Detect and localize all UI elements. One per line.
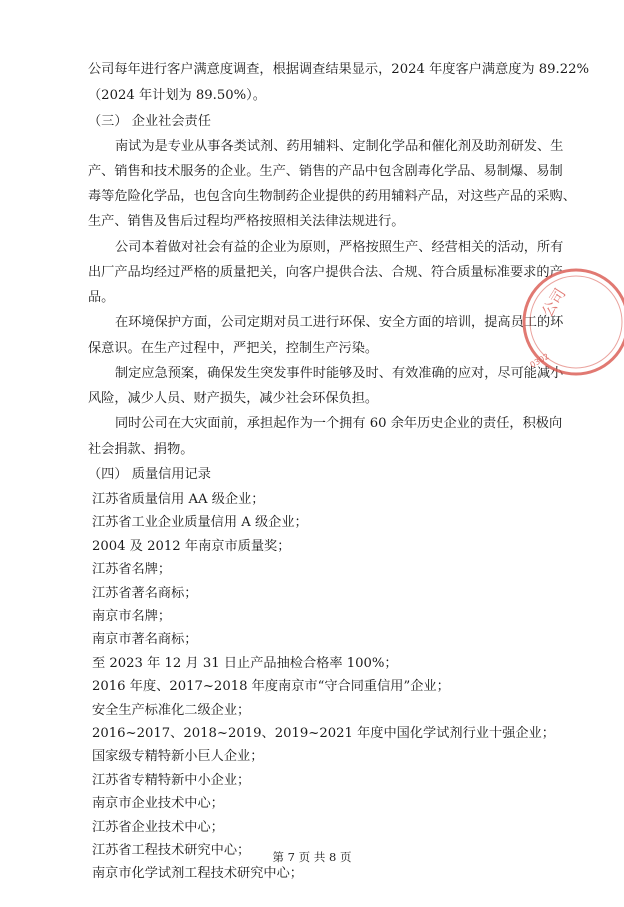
paragraph-line: 出厂产品均经过严格的质量把关，向客户提供合法、合规、符合质量标准要求的产: [88, 265, 563, 280]
list-item: 2016 年度、2017~2018 年度南京市“守合同重信用”企业；: [92, 679, 450, 695]
list-item: 安全生产标准化二级企业；: [92, 702, 251, 718]
section-heading: （四） 质量信用记录: [88, 467, 211, 482]
paragraph-line: 公司每年进行客户满意度调查，根据调查结果显示，2024 年度客户满意度为 89.22%: [88, 62, 590, 77]
section-heading: （三） 企业社会责任: [88, 114, 211, 129]
paragraph-line: 在环境保护方面，公司定期对员工进行环保、安全方面的培训，提高员工的环: [115, 315, 564, 330]
page-footer: 第 7 页 共 8 页: [272, 850, 352, 864]
paragraph-line: 品。: [88, 290, 115, 305]
seal-number: 0302: [528, 351, 551, 370]
list-item: 江苏省工程技术研究中心；: [92, 843, 251, 858]
list-item: 江苏省企业技术中心；: [92, 819, 224, 835]
paragraph-line: 公司本着做对社会有益的企业为原则，严格按照生产、经营相关的活动，所有: [115, 240, 564, 255]
list-item: 国家级专精特新小巨人企业；: [92, 749, 264, 765]
list-item: 南京市名牌；: [92, 609, 172, 624]
paragraph-line: 产、销售和技术服务的企业。生产、销售的产品中包含剧毒化学品、易制爆、易制: [88, 164, 563, 179]
list-item: 江苏省工业企业质量信用 A 级企业；: [92, 515, 308, 531]
list-item: 南京市企业技术中心；: [92, 796, 224, 812]
paragraph-line: 风险，减少人员、财产损失，减少社会环保负担。: [88, 391, 379, 406]
list-item: 南京市化学试剂工程技术研究中心；: [92, 866, 303, 882]
paragraph-line: 毒等危险化学品，也包含向生物制药企业提供的药用辅料产品，对这些产品的采购、: [88, 189, 576, 204]
paragraph-line: （2024 年计划为 89.50%）。: [88, 88, 266, 103]
paragraph-line: 保意识。在生产过程中，严把关，控制生产污染。: [88, 341, 379, 356]
list-item: 江苏省专精特新中小企业；: [92, 772, 251, 788]
paragraph-line: 南试为是专业从事各类试剂、药用辅料、定制化学品和催化剂及助剂研发、生: [115, 139, 564, 154]
list-item: 2016~2017、2018~2019、2019~2021 年度中国化学试剂行业十强企业；: [92, 726, 555, 741]
paragraph-line: 生产、销售及售后过程均严格按照相关法律法规进行。: [88, 214, 405, 229]
list-item: 江苏省质量信用 AA 级企业；: [92, 492, 265, 507]
paragraph-line: 制定应急预案，确保发生突发事件时能够及时、有效准确的应对，尽可能减小: [115, 366, 564, 381]
seal-text: 公司: [538, 285, 570, 321]
list-item: 南京市著名商标；: [92, 632, 198, 648]
paragraph-line: 同时公司在大灾面前，承担起作为一个拥有 60 余年历史企业的责任，积极向: [115, 416, 563, 431]
paragraph-line: 社会捐款、捐物。: [88, 442, 194, 457]
list-item: 江苏省著名商标；: [92, 585, 198, 601]
list-item: 至 2023 年 12 月 31 日止产品抽检合格率 100%；: [92, 655, 398, 671]
list-item: 2004 及 2012 年南京市质量奖；: [92, 538, 291, 554]
list-item: 江苏省名牌；: [92, 562, 172, 578]
